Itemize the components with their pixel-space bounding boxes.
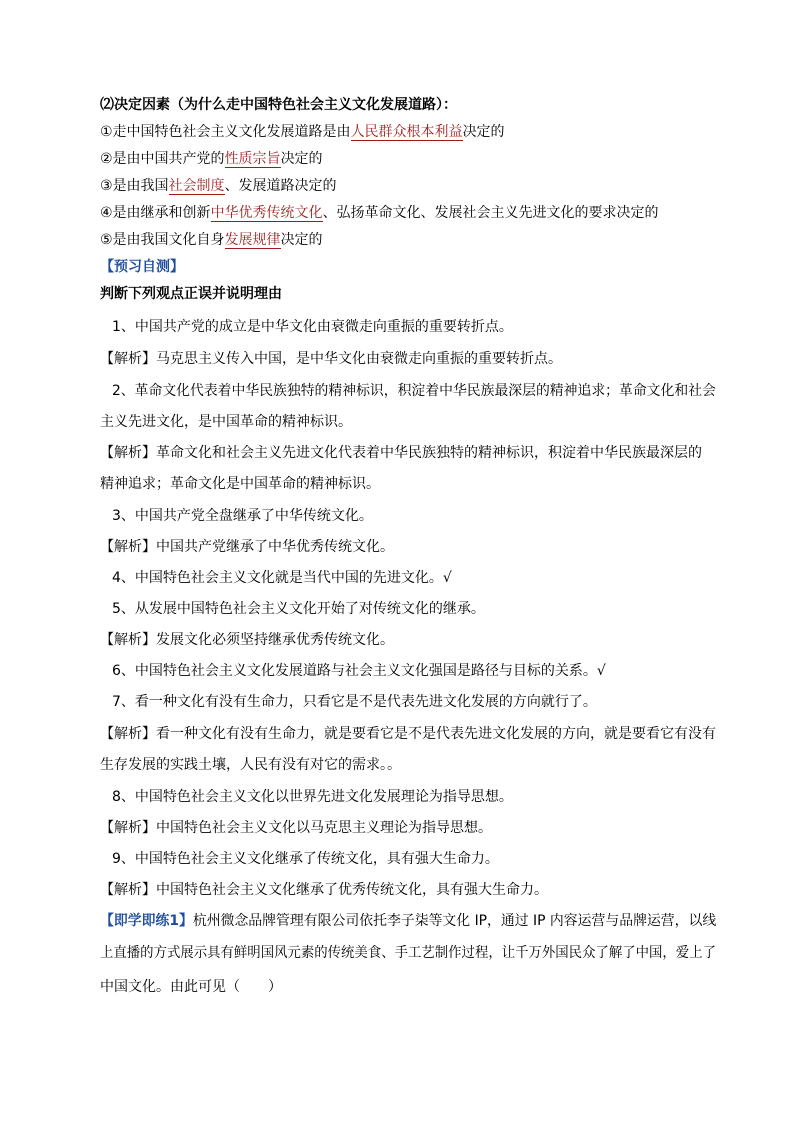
question: 3、中国共产党全盘继承了中华传统文化。 [112,508,373,524]
question [112,568,452,588]
question: 1、中国共产党的成立是中华文化由衰微走向重振的重要转折点。 [112,319,513,335]
preview-tag: 【预习自测】 [100,259,184,275]
list-item [100,230,323,250]
list-item [100,122,505,142]
item-text: ④是由继承和创新 [100,205,211,221]
practice-text: 杭州微念品牌管理有限公司依托李子柒等文化 IP，通过 IP 内容运营与品牌运营，以线 [192,913,717,929]
item-text: ②是由中国共产党的 [100,151,225,167]
analysis-continued: 精神追求；革命文化是中国革命的精神标识。 [100,476,380,492]
analysis: 【解析】中国特色社会主义文化继承了优秀传统文化，具有强大生命力。 [100,882,548,898]
practice-continued: 上直播的方式展示具有鲜明国风元素的传统美食、手工艺制作过程，让千万外国民众了解了中国，爱上了 [100,945,716,961]
instruction: 判断下列观点正误并说明理由 [100,286,282,302]
item-text: 决定的 [280,232,323,248]
check-mark-icon: √ [596,663,606,679]
question: 2、革命文化代表着中华民族独特的精神标识，积淀着中华民族最深层的精神追求；革命文化和社会 [112,383,716,399]
item-key-term: 人民群众根本利益 [350,124,463,140]
practice-continued: 中国文化。由此可见（ ） [100,979,282,995]
item-text: 、弘扬革命文化、发展社会主义先进文化的要求决定的 [322,205,659,221]
item-text: 、发展道路决定的 [224,178,337,194]
item-key-term: 发展规律 [224,232,281,248]
question: 7、看一种文化有没有生命力，只看它是不是代表先进文化发展的方向就行了。 [112,694,597,710]
analysis: 【解析】中国特色社会主义文化以马克思主义理论为指导思想。 [100,820,492,836]
analysis: 【解析】中国共产党继承了中华优秀传统文化。 [100,539,394,555]
item-text: 决定的 [462,124,505,140]
analysis: 【解析】发展文化必须坚持继承优秀传统文化。 [100,632,394,648]
item-key-term: 性质宗旨 [224,151,281,167]
question: 5、从发展中国特色社会主义文化开始了对传统文化的继承。 [112,601,485,617]
check-mark-icon: √ [442,570,452,586]
list-item [100,203,659,223]
practice-tag: 【即学即练1】 [100,913,193,929]
section-heading: ⑵决定因素（为什么走中国特色社会主义文化发展道路）： [100,97,457,113]
question-text: 4、中国特色社会主义文化就是当代中国的先进文化。 [112,570,443,586]
item-text: ③是由我国 [100,178,169,194]
item-text: ⑤是由我国文化自身 [100,232,225,248]
item-key-term: 社会制度 [168,178,225,194]
list-item [100,176,337,196]
practice-paragraph [100,911,716,931]
item-key-term: 中华优秀传统文化 [210,205,323,221]
analysis: 【解析】看一种文化有没有生命力，就是要看它是不是代表先进文化发展的方向，就是要看它有没有 [100,726,716,742]
question-text: 6、中国特色社会主义文化发展道路与社会主义文化强国是路径与目标的关系。 [112,663,597,679]
question [112,661,606,681]
analysis: 【解析】革命文化和社会主义先进文化代表着中华民族独特的精神标识，积淀着中华民族最深层的 [100,445,702,461]
analysis: 【解析】马克思主义传入中国，是中华文化由衰微走向重振的重要转折点。 [100,351,562,367]
list-item [100,149,323,169]
item-text: 决定的 [280,151,323,167]
question-continued: 主义先进文化，是中国革命的精神标识。 [100,414,352,430]
item-text: ①走中国特色社会主义文化发展道路是由 [100,124,351,140]
question: 9、中国特色社会主义文化继承了传统文化，具有强大生命力。 [112,851,499,867]
question: 8、中国特色社会主义文化以世界先进文化发展理论为指导思想。 [112,789,513,805]
analysis-continued: 生存发展的实践土壤，人民有没有对它的需求。。 [100,757,401,773]
